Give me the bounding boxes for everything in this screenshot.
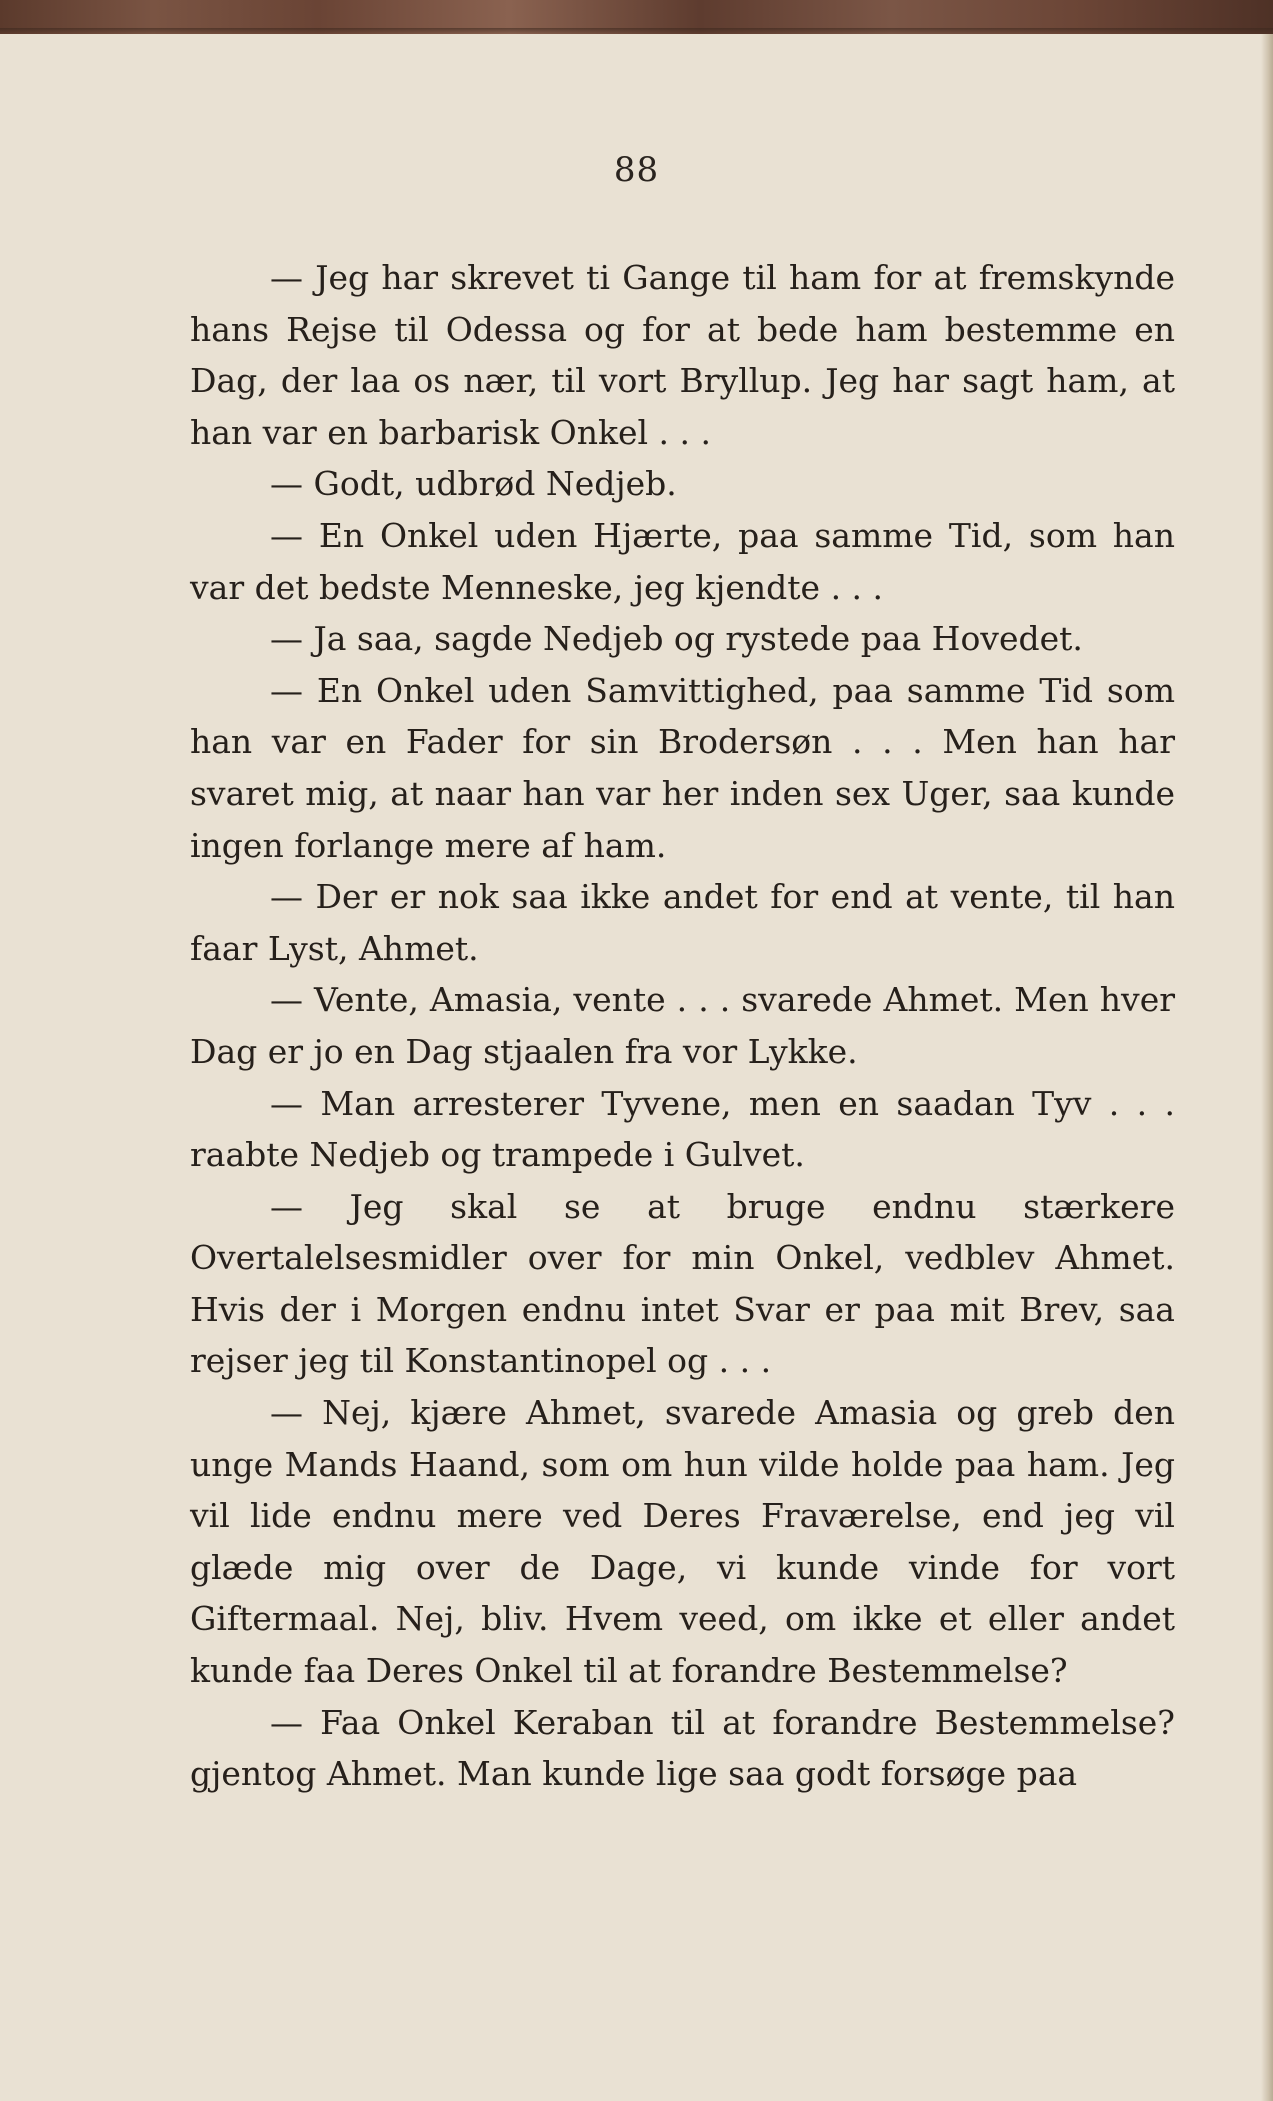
paragraph: — Faa Onkel Keraban til at forandre Bestemmelse? gjentog Ahmet. Man kunde lige saa godt forsøge paa: [190, 1702, 1175, 1794]
paragraph: — Man arresterer Tyvene, men en saadan Tyv . . . raabte Nedjeb og trampede i Gulvet.: [190, 1083, 1175, 1175]
paragraph: — Nej, kjære Ahmet, svarede Amasia og greb den unge Mands Haand, som om hun vilde holde paa ham. Jeg vil lide endnu mere ved Deres Fraværelse, end jeg vil glæde mig over de Dage, vi kunde vinde for vort Giftermaal. Nej, bliv. Hvem veed, om ikke et eller andet kunde faa Deres Onkel til at forandre Bestemmelse?: [190, 1393, 1175, 1691]
book-top-edge: [0, 0, 1273, 34]
paragraph: — Jeg skal se at bruge endnu stærkere Overtalelsesmidler over for min Onkel, vedblev Ahmet. Hvis der i Morgen endnu intet Svar er paa mit Brev, saa rejser jeg til Konstantinopel og . . .: [190, 1186, 1175, 1381]
page-right-edge: [1261, 34, 1273, 2101]
paragraph: — En Onkel uden Hjærte, paa samme Tid, som han var det bedste Menneske, jeg kjendte . . .: [190, 515, 1175, 607]
paragraph: — Ja saa, sagde Nedjeb og rystede paa Hovedet.: [270, 619, 1083, 659]
paragraph: — En Onkel uden Samvittighed, paa samme Tid som han var en Fader for sin Brodersøn . . . Men han har svaret mig, at naar han var her inden sex Uger, saa kunde ingen forlange mere af ham.: [190, 670, 1175, 865]
paragraph: — Jeg har skrevet ti Gange til ham for at fremskynde hans Rejse til Odessa og for at bede ham bestemme en Dag, der laa os nær, til vort Bryllup. Jeg har sagt ham, at han var en barbarisk Onkel . . .: [190, 258, 1175, 452]
paragraph: — Der er nok saa ikke andet for end at vente, til han faar Lyst, Ahmet.: [190, 877, 1175, 968]
page-number: 88: [613, 150, 660, 190]
paragraph: — Godt, udbrød Nedjeb.: [270, 464, 677, 504]
paragraph: — Vente, Amasia, vente . . . svarede Ahmet. Men hver Dag er jo en Dag stjaalen fra vor Lykke.: [190, 980, 1175, 1071]
body-text: [190, 252, 1175, 1800]
